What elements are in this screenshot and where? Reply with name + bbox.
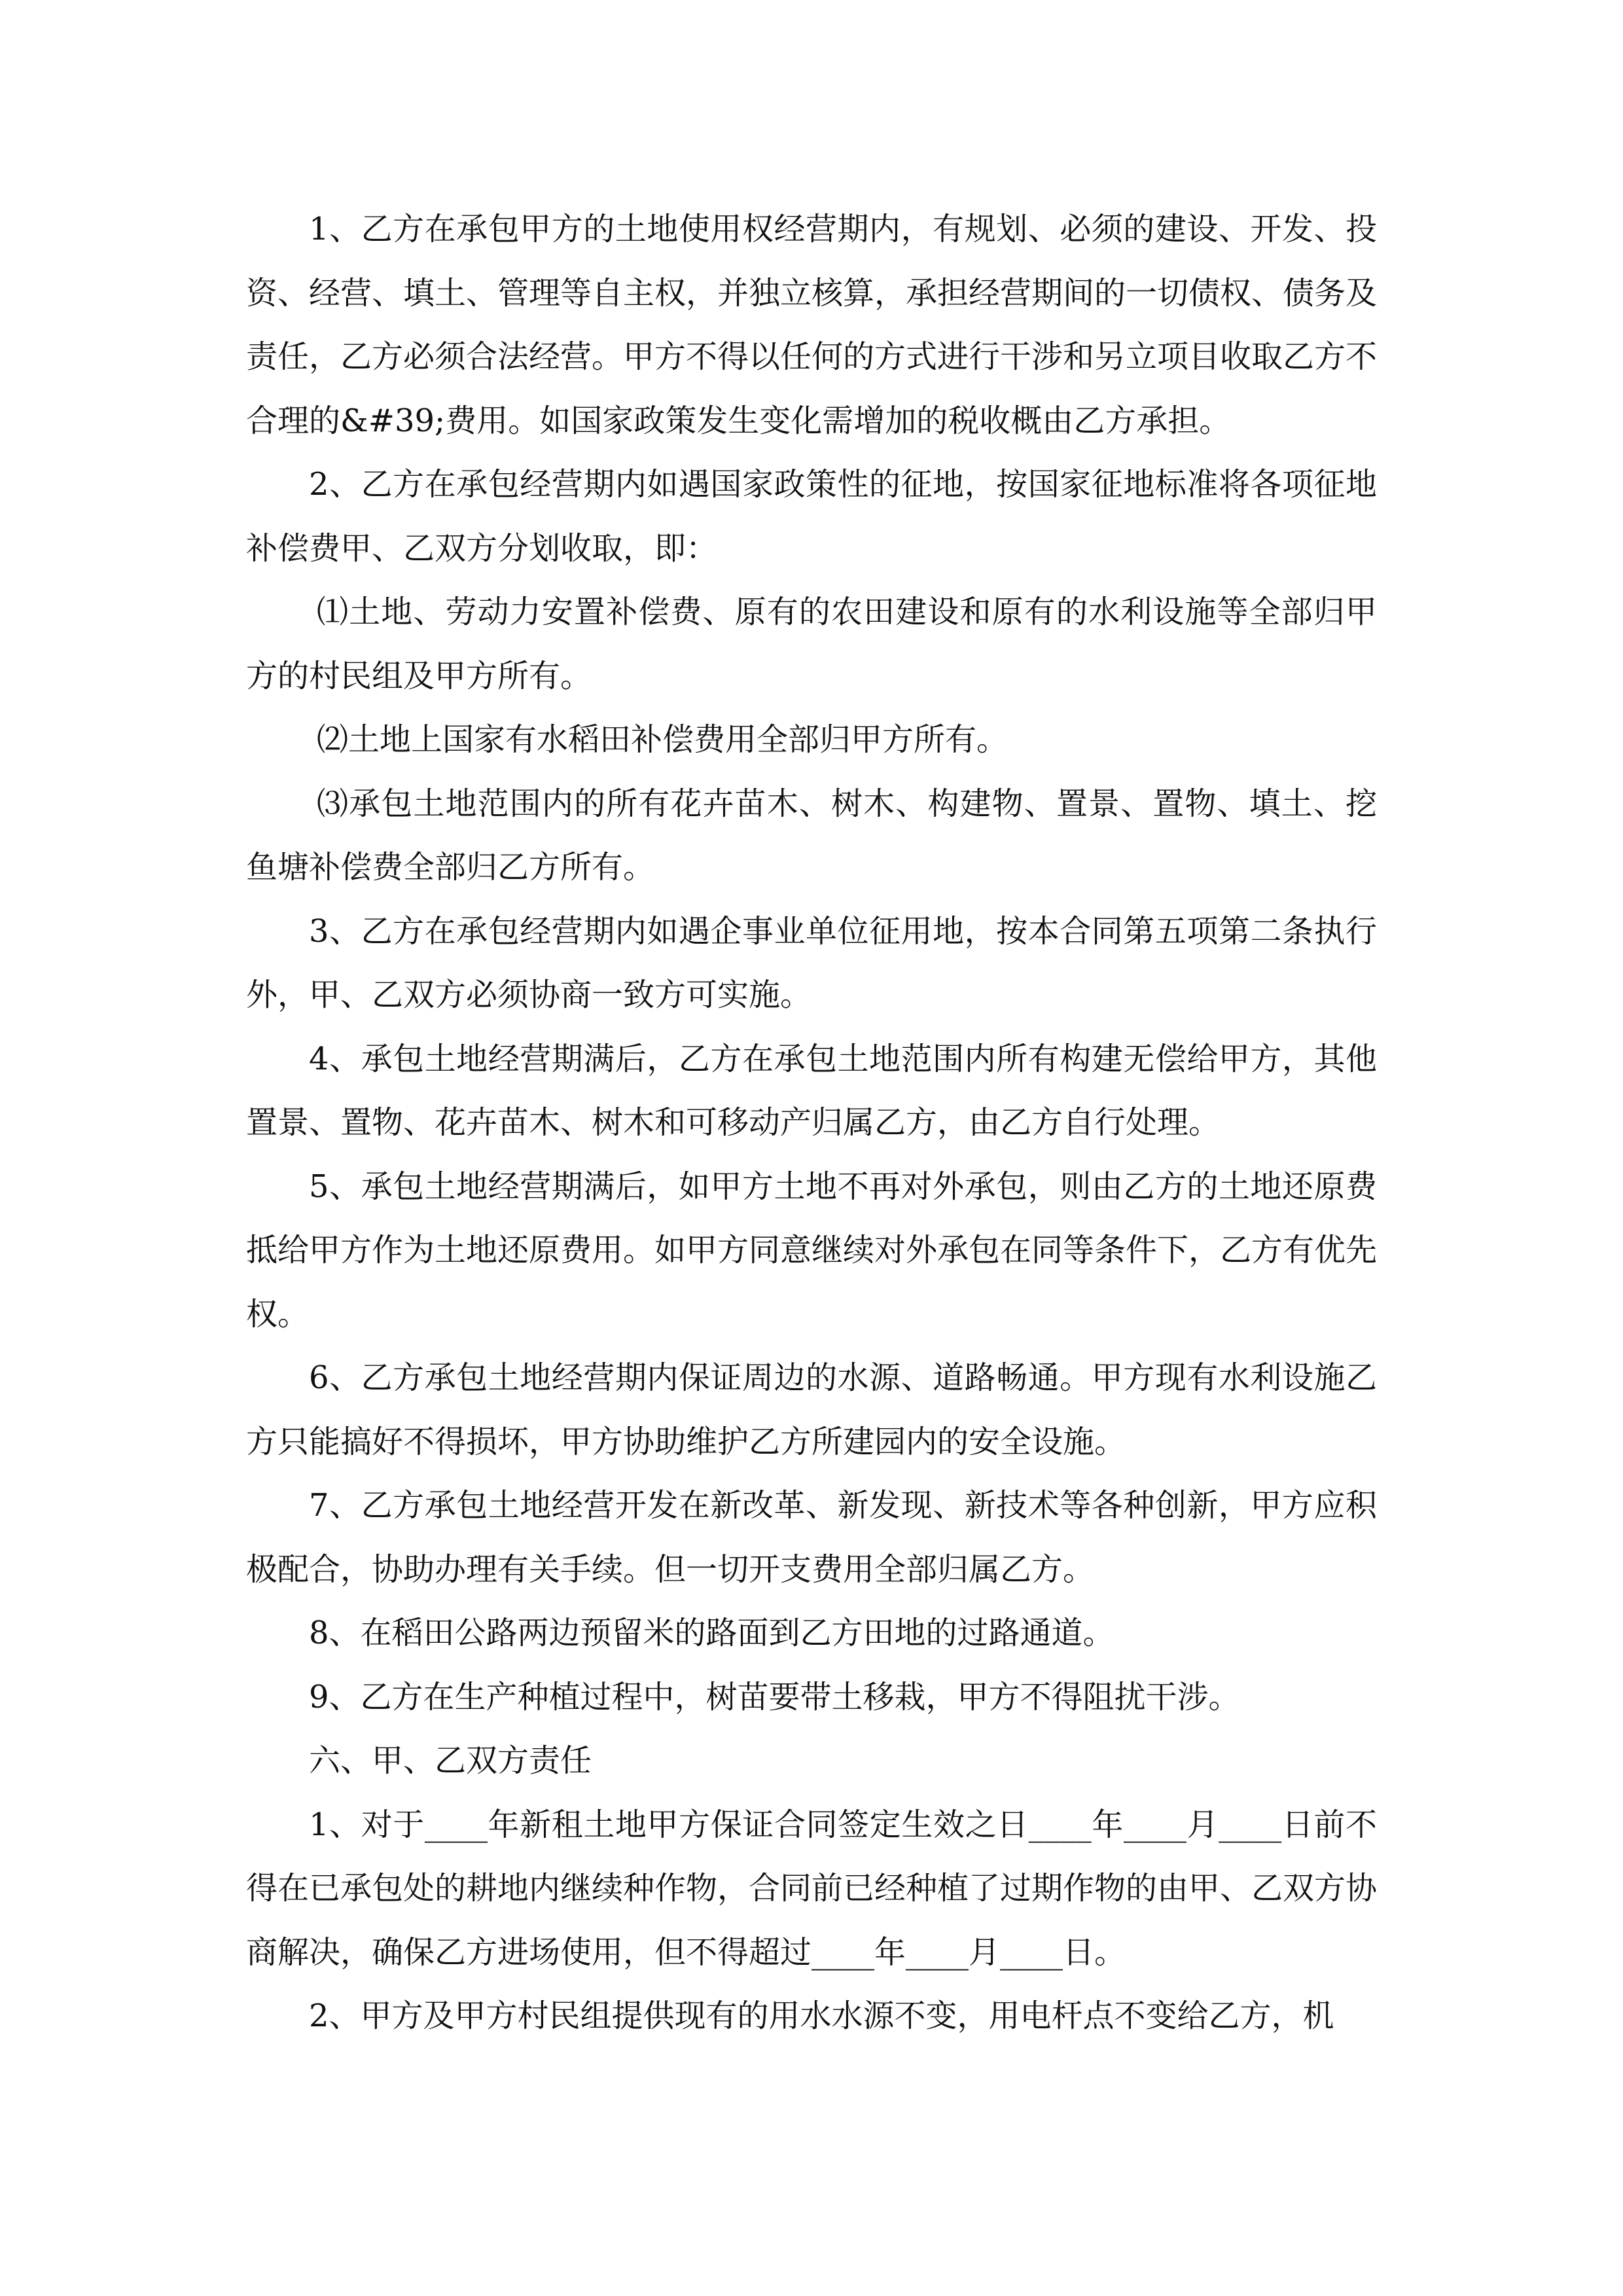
paragraph-clause-5-2: 2、乙方在承包经营期内如遇国家政策性的征地，按国家征地标准将各项征地补偿费甲、乙双方分划收取，即： — [246, 466, 1377, 567]
paragraph-clause-5-4: 4、承包土地经营期满后，乙方在承包土地范围内所有构建无偿给甲方，其他置景、置物、花卉苗木、树木和可移动产归属乙方，由乙方自行处理。 — [246, 1040, 1377, 1141]
paragraph-clause-5-8: 8、在稻田公路两边预留米的路面到乙方田地的过路通道。 — [309, 1615, 1115, 1651]
paragraph-clause-5-6: 6、乙方承包土地经营期内保证周边的水源、道路畅通。甲方现有水利设施乙方只能搞好不得损坏，甲方协助维护乙方所建园内的安全设施。 — [246, 1359, 1377, 1460]
paragraph-clause-5-2-item-2: ⑵土地上国家有水稻田补偿费用全部归甲方所有。 — [317, 721, 1008, 758]
section-heading-responsibilities: 六、甲、乙双方责任 — [309, 1742, 592, 1779]
paragraph-clause-5-9: 9、乙方在生产种植过程中，树苗要带土移栽，甲方不得阻扰干涉。 — [309, 1678, 1240, 1715]
paragraph-clause-6-1: 1、对于____年新租土地甲方保证合同签定生效之日____年____月____日前不得在已承包处的耕地内继续种作物，合同前已经种植了过期作物的由甲、乙双方协商解决，确保乙方进场使用，但不得超过____年____月____日。 — [246, 1806, 1378, 1971]
paragraph-clause-5-1: 1、乙方在承包甲方的土地使用权经营期内，有规划、必须的建设、开发、投资、经营、填土、管理等自主权，并独立核算，承担经营期间的一切债权、债务及责任，乙方必须合法经营。甲方不得以任何的方式进行干涉和另立项目收取乙方不合理的&#39;费用。如国家政策发生变化需增加的税收概由乙方承担。 — [246, 211, 1378, 439]
paragraph-clause-6-2: 2、甲方及甲方村民组提供现有的用水水源不变，用电杆点不变给乙方，机 — [309, 1998, 1334, 2034]
paragraph-clause-5-7: 7、乙方承包土地经营开发在新改革、新发现、新技术等各种创新，甲方应积极配合，协助办理有关手续。但一切开支费用全部归属乙方。 — [246, 1487, 1377, 1588]
document-body — [246, 198, 1377, 2049]
paragraph-clause-5-2-item-3: ⑶承包土地范围内的所有花卉苗木、树木、构建物、置景、置物、填土、挖鱼塘补偿费全部归乙方所有。 — [246, 785, 1377, 886]
paragraph-clause-5-3: 3、乙方在承包经营期内如遇企事业单位征用地，按本合同第五项第二条执行外，甲、乙双方必须协商一致方可实施。 — [246, 912, 1377, 1013]
paragraph-clause-5-5: 5、承包土地经营期满后，如甲方土地不再对外承包，则由乙方的土地还原费抵给甲方作为土地还原费用。如甲方同意继续对外承包在同等条件下，乙方有优先权。 — [246, 1168, 1378, 1333]
paragraph-clause-5-2-item-1: ⑴土地、劳动力安置补偿费、原有的农田建设和原有的水利设施等全部归甲方的村民组及甲方所有。 — [246, 594, 1377, 694]
